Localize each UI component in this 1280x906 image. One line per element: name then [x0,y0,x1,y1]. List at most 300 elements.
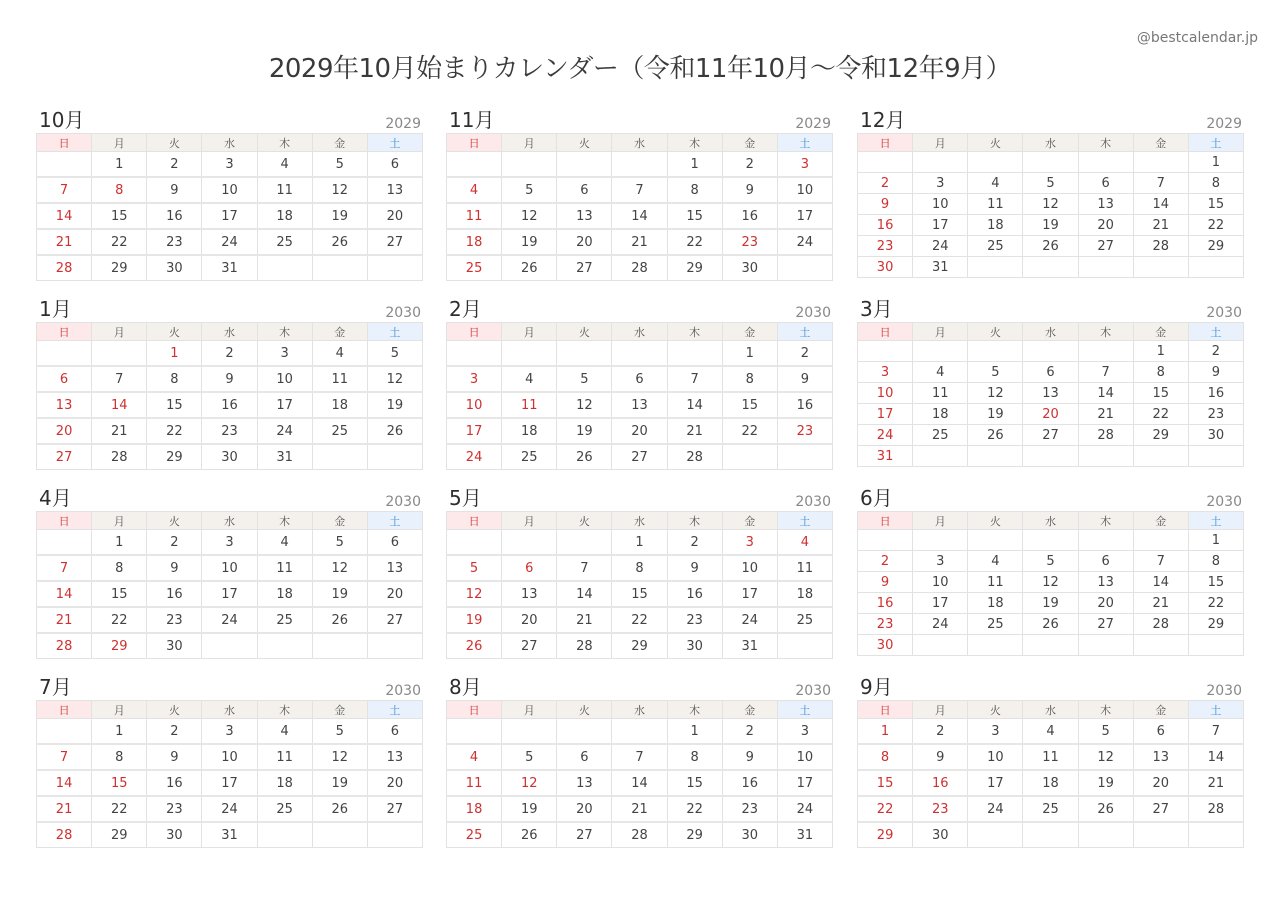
day-cell[interactable]: 20 [557,796,612,822]
day-cell[interactable]: 16 [858,215,913,236]
day-cell[interactable]: 11 [312,366,367,392]
day-cell[interactable]: 16 [1188,383,1243,404]
day-cell[interactable]: 18 [257,581,312,607]
day-cell[interactable]: 29 [147,444,202,470]
day-cell[interactable]: 16 [147,581,202,607]
day-cell[interactable]: 24 [257,418,312,444]
day-cell[interactable]: 20 [1078,593,1133,614]
day-cell[interactable]: 4 [968,551,1023,572]
day-cell[interactable]: 2 [913,719,968,745]
day-cell[interactable]: 2 [722,719,777,745]
day-cell[interactable]: 8 [147,366,202,392]
day-cell[interactable]: 17 [913,593,968,614]
day-cell[interactable]: 21 [37,229,92,255]
day-cell[interactable]: 26 [447,633,502,659]
day-cell[interactable]: 4 [502,366,557,392]
day-cell[interactable]: 23 [722,229,777,255]
day-cell[interactable]: 15 [858,770,913,796]
day-cell[interactable]: 6 [367,152,422,178]
day-cell[interactable]: 15 [1133,383,1188,404]
day-cell[interactable]: 26 [1078,796,1133,822]
day-cell[interactable]: 23 [1188,404,1243,425]
day-cell[interactable]: 9 [1188,362,1243,383]
day-cell[interactable]: 11 [257,555,312,581]
day-cell[interactable]: 5 [502,177,557,203]
day-cell[interactable]: 16 [202,392,257,418]
day-cell[interactable]: 15 [722,392,777,418]
day-cell[interactable]: 5 [1023,173,1078,194]
day-cell[interactable]: 7 [612,744,667,770]
day-cell[interactable]: 30 [858,635,913,656]
day-cell[interactable]: 16 [858,593,913,614]
day-cell[interactable]: 10 [858,383,913,404]
day-cell[interactable]: 17 [858,404,913,425]
day-cell[interactable]: 25 [447,822,502,848]
day-cell[interactable]: 24 [858,425,913,446]
day-cell[interactable]: 2 [202,341,257,367]
day-cell[interactable]: 22 [1188,215,1243,236]
day-cell[interactable]: 6 [557,177,612,203]
day-cell[interactable]: 13 [367,177,422,203]
day-cell[interactable]: 18 [777,581,832,607]
day-cell[interactable]: 12 [1023,194,1078,215]
day-cell[interactable]: 18 [447,796,502,822]
day-cell[interactable]: 30 [667,633,722,659]
day-cell[interactable]: 23 [913,796,968,822]
day-cell[interactable]: 13 [557,203,612,229]
day-cell[interactable]: 20 [1133,770,1188,796]
day-cell[interactable]: 13 [367,555,422,581]
day-cell[interactable]: 14 [37,581,92,607]
day-cell[interactable]: 13 [367,744,422,770]
day-cell[interactable]: 3 [202,719,257,745]
day-cell[interactable]: 28 [667,444,722,470]
day-cell[interactable]: 25 [312,418,367,444]
day-cell[interactable]: 24 [722,607,777,633]
day-cell[interactable]: 30 [913,822,968,848]
day-cell[interactable]: 1 [667,152,722,178]
day-cell[interactable]: 20 [502,607,557,633]
day-cell[interactable]: 27 [367,229,422,255]
day-cell[interactable]: 21 [1078,404,1133,425]
day-cell[interactable]: 2 [147,152,202,178]
day-cell[interactable]: 9 [722,177,777,203]
day-cell[interactable]: 17 [447,418,502,444]
day-cell[interactable]: 15 [612,581,667,607]
day-cell[interactable]: 20 [367,581,422,607]
day-cell[interactable]: 6 [612,366,667,392]
day-cell[interactable]: 14 [612,770,667,796]
day-cell[interactable]: 30 [858,257,913,278]
day-cell[interactable]: 29 [92,822,147,848]
day-cell[interactable]: 31 [202,255,257,281]
day-cell[interactable]: 7 [557,555,612,581]
day-cell[interactable]: 5 [312,719,367,745]
day-cell[interactable]: 29 [92,633,147,659]
day-cell[interactable]: 3 [202,530,257,556]
day-cell[interactable]: 17 [777,770,832,796]
day-cell[interactable]: 27 [37,444,92,470]
day-cell[interactable]: 31 [777,822,832,848]
day-cell[interactable]: 16 [722,770,777,796]
day-cell[interactable]: 9 [202,366,257,392]
day-cell[interactable]: 26 [968,425,1023,446]
day-cell[interactable]: 1 [612,530,667,556]
day-cell[interactable]: 28 [37,255,92,281]
day-cell[interactable]: 19 [1023,593,1078,614]
day-cell[interactable]: 25 [257,229,312,255]
day-cell[interactable]: 10 [447,392,502,418]
day-cell[interactable]: 19 [557,418,612,444]
day-cell[interactable]: 11 [502,392,557,418]
day-cell[interactable]: 13 [1078,194,1133,215]
day-cell[interactable]: 20 [367,203,422,229]
day-cell[interactable]: 14 [557,581,612,607]
day-cell[interactable]: 13 [557,770,612,796]
day-cell[interactable]: 5 [968,362,1023,383]
day-cell[interactable]: 6 [1078,551,1133,572]
day-cell[interactable]: 24 [968,796,1023,822]
day-cell[interactable]: 19 [1078,770,1133,796]
day-cell[interactable]: 19 [312,770,367,796]
day-cell[interactable]: 17 [202,581,257,607]
day-cell[interactable]: 26 [1023,236,1078,257]
day-cell[interactable]: 31 [858,446,913,467]
day-cell[interactable]: 28 [37,633,92,659]
day-cell[interactable]: 9 [913,744,968,770]
day-cell[interactable]: 11 [968,194,1023,215]
day-cell[interactable]: 5 [502,744,557,770]
day-cell[interactable]: 23 [858,614,913,635]
day-cell[interactable]: 23 [202,418,257,444]
day-cell[interactable]: 24 [777,796,832,822]
day-cell[interactable]: 21 [1188,770,1243,796]
day-cell[interactable]: 14 [1133,572,1188,593]
day-cell[interactable]: 18 [257,203,312,229]
day-cell[interactable]: 8 [667,744,722,770]
day-cell[interactable]: 4 [447,744,502,770]
day-cell[interactable]: 3 [722,530,777,556]
day-cell[interactable]: 9 [147,177,202,203]
day-cell[interactable]: 30 [147,255,202,281]
day-cell[interactable]: 23 [667,607,722,633]
day-cell[interactable]: 10 [202,177,257,203]
day-cell[interactable]: 11 [1023,744,1078,770]
day-cell[interactable]: 5 [367,341,422,367]
day-cell[interactable]: 24 [202,229,257,255]
day-cell[interactable]: 28 [612,255,667,281]
day-cell[interactable]: 4 [257,719,312,745]
day-cell[interactable]: 27 [367,796,422,822]
day-cell[interactable]: 2 [858,173,913,194]
day-cell[interactable]: 10 [777,744,832,770]
day-cell[interactable]: 25 [502,444,557,470]
day-cell[interactable]: 1 [92,152,147,178]
day-cell[interactable]: 24 [447,444,502,470]
day-cell[interactable]: 4 [777,530,832,556]
day-cell[interactable]: 3 [202,152,257,178]
day-cell[interactable]: 20 [612,418,667,444]
day-cell[interactable]: 31 [257,444,312,470]
day-cell[interactable]: 23 [147,229,202,255]
day-cell[interactable]: 26 [502,822,557,848]
day-cell[interactable]: 12 [1023,572,1078,593]
day-cell[interactable]: 13 [1023,383,1078,404]
day-cell[interactable]: 9 [777,366,832,392]
day-cell[interactable]: 30 [202,444,257,470]
day-cell[interactable]: 27 [1023,425,1078,446]
day-cell[interactable]: 31 [202,822,257,848]
day-cell[interactable]: 29 [1133,425,1188,446]
day-cell[interactable]: 22 [1188,593,1243,614]
day-cell[interactable]: 25 [913,425,968,446]
day-cell[interactable]: 3 [777,719,832,745]
day-cell[interactable]: 7 [1133,551,1188,572]
day-cell[interactable]: 2 [777,341,832,367]
day-cell[interactable]: 28 [1133,614,1188,635]
day-cell[interactable]: 23 [147,607,202,633]
day-cell[interactable]: 15 [667,203,722,229]
day-cell[interactable]: 6 [1078,173,1133,194]
day-cell[interactable]: 1 [1188,530,1243,551]
day-cell[interactable]: 31 [913,257,968,278]
day-cell[interactable]: 18 [968,593,1023,614]
day-cell[interactable]: 25 [1023,796,1078,822]
day-cell[interactable]: 22 [92,796,147,822]
day-cell[interactable]: 14 [1188,744,1243,770]
day-cell[interactable]: 29 [92,255,147,281]
day-cell[interactable]: 24 [202,607,257,633]
day-cell[interactable]: 28 [1078,425,1133,446]
day-cell[interactable]: 7 [667,366,722,392]
day-cell[interactable]: 22 [92,607,147,633]
day-cell[interactable]: 13 [1078,572,1133,593]
day-cell[interactable]: 17 [913,215,968,236]
day-cell[interactable]: 8 [1188,173,1243,194]
day-cell[interactable]: 10 [722,555,777,581]
day-cell[interactable]: 28 [612,822,667,848]
day-cell[interactable]: 11 [257,744,312,770]
day-cell[interactable]: 8 [612,555,667,581]
day-cell[interactable]: 26 [312,607,367,633]
day-cell[interactable]: 30 [147,633,202,659]
day-cell[interactable]: 19 [1023,215,1078,236]
day-cell[interactable]: 19 [502,796,557,822]
day-cell[interactable]: 27 [557,255,612,281]
day-cell[interactable]: 29 [667,822,722,848]
day-cell[interactable]: 7 [1188,719,1243,745]
day-cell[interactable]: 22 [147,418,202,444]
day-cell[interactable]: 30 [1188,425,1243,446]
day-cell[interactable]: 5 [312,530,367,556]
day-cell[interactable]: 4 [1023,719,1078,745]
day-cell[interactable]: 7 [1078,362,1133,383]
day-cell[interactable]: 18 [257,770,312,796]
day-cell[interactable]: 15 [1188,572,1243,593]
day-cell[interactable]: 5 [312,152,367,178]
day-cell[interactable]: 15 [92,770,147,796]
day-cell[interactable]: 14 [37,203,92,229]
day-cell[interactable]: 16 [913,770,968,796]
day-cell[interactable]: 30 [147,822,202,848]
day-cell[interactable]: 13 [37,392,92,418]
day-cell[interactable]: 8 [1188,551,1243,572]
day-cell[interactable]: 8 [92,555,147,581]
day-cell[interactable]: 14 [612,203,667,229]
day-cell[interactable]: 3 [913,551,968,572]
day-cell[interactable]: 15 [92,203,147,229]
day-cell[interactable]: 9 [858,194,913,215]
day-cell[interactable]: 8 [667,177,722,203]
day-cell[interactable]: 16 [722,203,777,229]
day-cell[interactable]: 30 [722,822,777,848]
day-cell[interactable]: 27 [557,822,612,848]
day-cell[interactable]: 6 [1133,719,1188,745]
day-cell[interactable]: 2 [1188,341,1243,362]
day-cell[interactable]: 2 [147,719,202,745]
day-cell[interactable]: 7 [37,744,92,770]
day-cell[interactable]: 13 [502,581,557,607]
day-cell[interactable]: 16 [147,203,202,229]
day-cell[interactable]: 21 [1133,593,1188,614]
day-cell[interactable]: 26 [312,229,367,255]
day-cell[interactable]: 21 [1133,215,1188,236]
day-cell[interactable]: 11 [777,555,832,581]
day-cell[interactable]: 9 [667,555,722,581]
day-cell[interactable]: 12 [312,555,367,581]
day-cell[interactable]: 10 [202,744,257,770]
day-cell[interactable]: 19 [312,203,367,229]
day-cell[interactable]: 21 [37,607,92,633]
day-cell[interactable]: 28 [37,822,92,848]
day-cell[interactable]: 12 [502,203,557,229]
day-cell[interactable]: 20 [367,770,422,796]
day-cell[interactable]: 23 [858,236,913,257]
day-cell[interactable]: 3 [777,152,832,178]
day-cell[interactable]: 12 [557,392,612,418]
day-cell[interactable]: 4 [257,530,312,556]
day-cell[interactable]: 17 [202,203,257,229]
day-cell[interactable]: 30 [722,255,777,281]
day-cell[interactable]: 19 [968,404,1023,425]
day-cell[interactable]: 15 [92,581,147,607]
day-cell[interactable]: 13 [1133,744,1188,770]
day-cell[interactable]: 21 [92,418,147,444]
day-cell[interactable]: 6 [367,530,422,556]
day-cell[interactable]: 12 [447,581,502,607]
day-cell[interactable]: 16 [777,392,832,418]
day-cell[interactable]: 20 [1023,404,1078,425]
day-cell[interactable]: 17 [202,770,257,796]
day-cell[interactable]: 18 [312,392,367,418]
day-cell[interactable]: 25 [447,255,502,281]
day-cell[interactable]: 2 [667,530,722,556]
day-cell[interactable]: 22 [1133,404,1188,425]
day-cell[interactable]: 12 [968,383,1023,404]
day-cell[interactable]: 7 [1133,173,1188,194]
day-cell[interactable]: 17 [257,392,312,418]
day-cell[interactable]: 8 [92,744,147,770]
day-cell[interactable]: 11 [447,770,502,796]
day-cell[interactable]: 12 [312,177,367,203]
day-cell[interactable]: 20 [37,418,92,444]
day-cell[interactable]: 11 [968,572,1023,593]
day-cell[interactable]: 20 [1078,215,1133,236]
day-cell[interactable]: 18 [968,215,1023,236]
day-cell[interactable]: 19 [367,392,422,418]
day-cell[interactable]: 2 [722,152,777,178]
day-cell[interactable]: 5 [557,366,612,392]
day-cell[interactable]: 20 [557,229,612,255]
day-cell[interactable]: 25 [777,607,832,633]
day-cell[interactable]: 1 [1188,152,1243,173]
day-cell[interactable]: 1 [147,341,202,367]
day-cell[interactable]: 29 [612,633,667,659]
day-cell[interactable]: 4 [913,362,968,383]
day-cell[interactable]: 23 [722,796,777,822]
day-cell[interactable]: 21 [37,796,92,822]
day-cell[interactable]: 18 [1023,770,1078,796]
day-cell[interactable]: 14 [37,770,92,796]
day-cell[interactable]: 14 [1078,383,1133,404]
day-cell[interactable]: 10 [777,177,832,203]
day-cell[interactable]: 1 [1133,341,1188,362]
day-cell[interactable]: 3 [913,173,968,194]
day-cell[interactable]: 12 [367,366,422,392]
day-cell[interactable]: 26 [557,444,612,470]
day-cell[interactable]: 27 [612,444,667,470]
day-cell[interactable]: 22 [667,796,722,822]
day-cell[interactable]: 3 [968,719,1023,745]
day-cell[interactable]: 14 [1133,194,1188,215]
day-cell[interactable]: 10 [913,572,968,593]
day-cell[interactable]: 7 [92,366,147,392]
day-cell[interactable]: 28 [92,444,147,470]
day-cell[interactable]: 1 [667,719,722,745]
day-cell[interactable]: 24 [913,236,968,257]
day-cell[interactable]: 18 [447,229,502,255]
day-cell[interactable]: 3 [257,341,312,367]
day-cell[interactable]: 22 [612,607,667,633]
day-cell[interactable]: 29 [1188,236,1243,257]
day-cell[interactable]: 18 [502,418,557,444]
day-cell[interactable]: 27 [1133,796,1188,822]
day-cell[interactable]: 12 [502,770,557,796]
day-cell[interactable]: 10 [202,555,257,581]
day-cell[interactable]: 25 [968,236,1023,257]
day-cell[interactable]: 12 [312,744,367,770]
day-cell[interactable]: 7 [37,177,92,203]
day-cell[interactable]: 1 [858,719,913,745]
day-cell[interactable]: 28 [1133,236,1188,257]
day-cell[interactable]: 9 [147,555,202,581]
day-cell[interactable]: 21 [667,418,722,444]
day-cell[interactable]: 25 [968,614,1023,635]
day-cell[interactable]: 6 [37,366,92,392]
day-cell[interactable]: 15 [1188,194,1243,215]
day-cell[interactable]: 26 [312,796,367,822]
day-cell[interactable]: 21 [612,796,667,822]
day-cell[interactable]: 17 [968,770,1023,796]
day-cell[interactable]: 10 [257,366,312,392]
day-cell[interactable]: 1 [92,530,147,556]
day-cell[interactable]: 16 [667,581,722,607]
day-cell[interactable]: 28 [557,633,612,659]
day-cell[interactable]: 14 [667,392,722,418]
day-cell[interactable]: 10 [913,194,968,215]
day-cell[interactable]: 9 [858,572,913,593]
day-cell[interactable]: 2 [858,551,913,572]
